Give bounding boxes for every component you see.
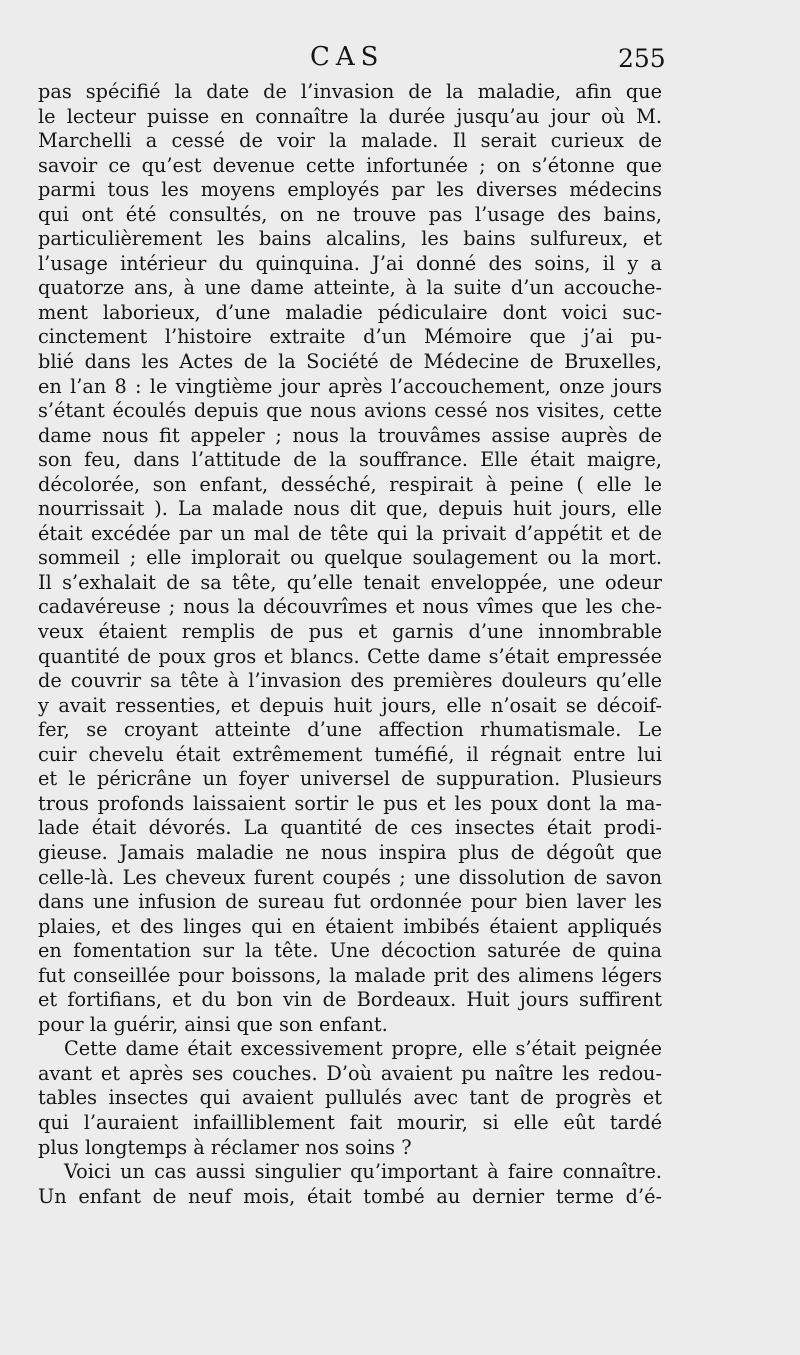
text-line: était excédée par un mal de tête qui la privait d’appétit et de <box>38 521 662 545</box>
text-line: nourrissait ). La malade nous dit que, depuis huit jours, elle <box>38 497 662 521</box>
text-line: pour la guérir, ainsi que son enfant. <box>38 1012 388 1036</box>
text-line: Cette dame était excessivement propre, elle s’était peignée <box>64 1037 662 1061</box>
text-line: lade était dévorés. La quantité de ces insectes était prodi- <box>38 816 662 840</box>
text-line: Un enfant de neuf mois, était tombé au dernier terme d’é- <box>38 1184 662 1208</box>
text-line: y avait ressenties, et depuis huit jours, elle n’osait se décoif- <box>38 693 662 717</box>
text-line: cadavéreuse ; nous la découvrîmes et nous vîmes que les che- <box>38 595 662 619</box>
running-title: CAS <box>310 42 385 72</box>
text-line: veux étaient remplis de pus et garnis d’une innombrable <box>38 620 662 644</box>
text-line: l’usage intérieur du quinquina. J’ai donné des soins, il y a <box>38 251 662 275</box>
text-line: décolorée, son enfant, desséché, respirait à peine ( elle le <box>38 472 662 496</box>
text-line: Il s’exhalait de sa tête, qu’elle tenait enveloppée, une odeur <box>38 570 662 594</box>
text-line: quatorze ans, à une dame atteinte, à la suite d’un accouche- <box>38 276 662 300</box>
text-line: en l’an 8 : le vingtième jour après l’accouchement, onze jours <box>38 374 662 398</box>
text-line: pas spécifié la date de l’invasion de la maladie, afin que <box>38 80 662 103</box>
text-line: dans une infusion de sureau fut ordonnée pour bien laver les <box>38 890 662 914</box>
text-line: particulièrement les bains alcalins, les bains sulfureux, et <box>38 227 662 251</box>
page-number: 255 <box>618 44 666 73</box>
text-line: trous profonds laissaient sortir le pus et les poux dont la ma- <box>38 791 662 815</box>
text-line: le lecteur puisse en connaître la durée jusqu’au jour où M. <box>38 104 662 128</box>
text-line: et fortifians, et du bon vin de Bordeaux. Huit jours suffirent <box>38 988 662 1012</box>
text-line: Voici un cas aussi singulier qu’important à faire connaître. <box>64 1160 662 1184</box>
text-line: celle-là. Les cheveux furent coupés ; une dissolution de savon <box>38 865 662 889</box>
text-line: qui ont été consultés, on ne trouve pas l’usage des bains, <box>38 202 662 226</box>
text-line: tables insectes qui avaient pullulés avec tant de progrès et <box>38 1086 662 1110</box>
text-line: fut conseillée pour boissons, la malade prit des alimens légers <box>38 963 662 987</box>
text-line: de couvrir sa tête à l’invasion des premières douleurs qu’elle <box>38 669 662 693</box>
text-line: parmi tous les moyens employés par les diverses médecins <box>38 178 662 202</box>
text-line: s’étant écoulés depuis que nous avions cessé nos visites, cette <box>38 399 662 423</box>
text-line: et le péricrâne un foyer universel de suppuration. Plusieurs <box>38 767 662 791</box>
text-line: cuir chevelu était extrêmement tuméfié, il régnait entre lui <box>38 742 662 766</box>
text-line: dame nous fit appeler ; nous la trouvâmes assise auprès de <box>38 423 662 447</box>
text-line: plus longtemps à réclamer nos soins ? <box>38 1135 412 1159</box>
text-line: savoir ce qu’est devenue cette infortunée ; on s’étonne que <box>38 153 662 177</box>
text-line: blié dans les Actes de la Société de Médecine de Bruxelles, <box>38 350 662 374</box>
page-header <box>0 42 800 78</box>
text-line: quantité de poux gros et blancs. Cette dame s’était empressée <box>38 644 662 668</box>
text-line: fer, se croyant atteinte d’une affection rhumatismale. Le <box>38 718 662 742</box>
text-line: gieuse. Jamais maladie ne nous inspira plus de dégoût que <box>38 840 662 864</box>
text-line: son feu, dans l’attitude de la souffrance. Elle était maigre, <box>38 448 662 472</box>
text-line: en fomentation sur la tête. Une décoction saturée de quina <box>38 939 662 963</box>
text-line: cinctement l’histoire extraite d’un Mémoire que j’ai pu- <box>38 325 662 349</box>
body-text <box>38 80 662 1209</box>
text-line: Marchelli a cessé de voir la malade. Il serait curieux de <box>38 129 662 153</box>
text-line: avant et après ses couches. D’où avaient pu naître les redou- <box>38 1061 662 1085</box>
text-line: sommeil ; elle implorait ou quelque soulagement ou la mort. <box>38 546 662 570</box>
text-line: ment laborieux, d’une maladie pédiculaire dont voici suc- <box>38 300 662 324</box>
text-line: plaies, et des linges qui en étaient imbibés étaient appliqués <box>38 914 662 938</box>
text-line: qui l’auraient infailliblement fait mourir, si elle eût tardé <box>38 1110 662 1134</box>
